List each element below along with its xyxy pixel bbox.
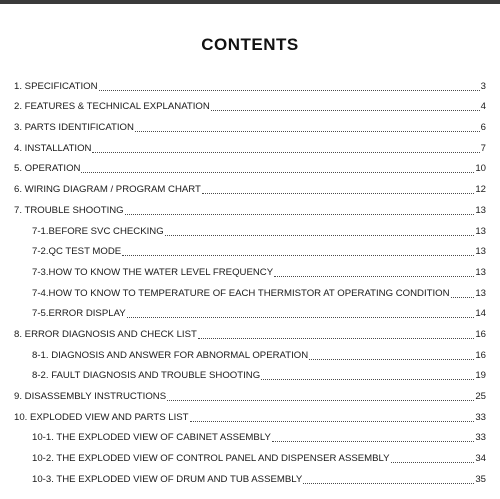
toc-dot-leader [127, 317, 475, 318]
toc-entry-label: 10. EXPLODED VIEW AND PARTS LIST [14, 411, 189, 423]
toc-entry-label: 8. ERROR DIAGNOSIS AND CHECK LIST [14, 328, 197, 340]
toc-entry-label: 6. WIRING DIAGRAM / PROGRAM CHART [14, 184, 201, 196]
toc-entry-page-number: 10 [475, 163, 486, 175]
toc-entry-label: 4. INSTALLATION [14, 142, 92, 154]
toc-entry-label: 10-2. THE EXPLODED VIEW OF CONTROL PANEL AND DISPENSER ASSEMBLY [32, 453, 390, 465]
toc-entry[interactable] [14, 302, 486, 323]
table-of-contents [14, 74, 486, 488]
toc-dot-leader [125, 214, 475, 215]
toc-dot-leader [92, 152, 479, 153]
toc-dot-leader [202, 193, 474, 194]
toc-entry[interactable] [14, 157, 486, 178]
toc-entry[interactable] [14, 198, 486, 219]
toc-dot-leader [211, 110, 480, 111]
toc-entry-page-number: 16 [475, 328, 486, 340]
toc-dot-leader [272, 441, 474, 442]
toc-entry-page-number: 13 [475, 204, 486, 216]
toc-entry-page-number: 14 [475, 308, 486, 320]
toc-entry[interactable] [14, 260, 486, 281]
toc-dot-leader [274, 276, 474, 277]
toc-entry-page-number: 13 [475, 266, 486, 278]
toc-entry-page-number: 33 [475, 411, 486, 423]
toc-entry[interactable] [14, 426, 486, 447]
toc-entry-label: 10-1. THE EXPLODED VIEW OF CABINET ASSEMBLY [32, 432, 271, 444]
toc-dot-leader [135, 131, 480, 132]
toc-entry[interactable] [14, 136, 486, 157]
toc-entry-page-number: 13 [475, 287, 486, 299]
toc-entry[interactable] [14, 177, 486, 198]
toc-entry[interactable] [14, 446, 486, 467]
toc-dot-leader [99, 90, 480, 91]
toc-entry[interactable] [14, 240, 486, 261]
toc-entry[interactable] [14, 219, 486, 240]
toc-entry-page-number: 34 [475, 453, 486, 465]
toc-dot-leader [391, 462, 475, 463]
toc-entry-label: 3. PARTS IDENTIFICATION [14, 122, 134, 134]
toc-entry-page-number: 25 [475, 391, 486, 402]
toc-dot-leader [261, 379, 474, 380]
toc-entry-page-number: 7 [480, 142, 486, 154]
toc-entry-page-number: 19 [475, 370, 486, 382]
toc-entry[interactable] [14, 115, 486, 136]
toc-dot-leader [81, 172, 474, 173]
toc-entry[interactable] [14, 281, 486, 302]
toc-entry-label: 8-1. DIAGNOSIS AND ANSWER FOR ABNORMAL OPERATION [32, 349, 309, 361]
toc-entry[interactable] [14, 384, 486, 405]
toc-entry-page-number: 3 [480, 80, 486, 92]
toc-entry[interactable] [14, 343, 486, 364]
toc-entry-label: 7-2.QC TEST MODE [32, 246, 122, 258]
toc-entry[interactable] [14, 405, 486, 426]
toc-dot-leader [167, 400, 474, 401]
toc-dot-leader [303, 483, 474, 484]
toc-dot-leader [190, 421, 475, 422]
toc-entry-page-number: 6 [480, 122, 486, 134]
top-rule [0, 0, 500, 4]
toc-entry-label: 9. DISASSEMBLY INSTRUCTIONS [14, 391, 167, 402]
toc-entry-page-number: 35 [475, 473, 486, 485]
toc-entry[interactable] [14, 467, 486, 488]
toc-entry-label: 1. SPECIFICATION [14, 80, 98, 92]
toc-entry[interactable] [14, 322, 486, 343]
toc-dot-leader [122, 255, 474, 256]
toc-entry-label: 7-1.BEFORE SVC CHECKING [32, 225, 164, 237]
page-title: CONTENTS [201, 35, 299, 54]
toc-entry[interactable] [14, 364, 486, 385]
toc-entry-page-number: 13 [475, 225, 486, 237]
toc-entry-page-number: 33 [475, 432, 486, 444]
toc-entry-label: 10-3. THE EXPLODED VIEW OF DRUM AND TUB ASSEMBLY [32, 473, 303, 485]
toc-dot-leader [198, 338, 474, 339]
toc-dot-leader [451, 297, 475, 298]
toc-dot-leader [309, 359, 474, 360]
toc-entry-page-number: 12 [475, 184, 486, 196]
toc-entry-label: 7-3.HOW TO KNOW THE WATER LEVEL FREQUENCY [32, 266, 274, 278]
toc-entry[interactable] [14, 95, 486, 116]
toc-entry-page-number: 13 [475, 246, 486, 258]
toc-entry-label: 7-5.ERROR DISPLAY [32, 308, 126, 320]
toc-entry-page-number: 4 [480, 101, 486, 113]
toc-entry-label: 2. FEATURES & TECHNICAL EXPLANATION [14, 101, 210, 113]
toc-entry-label: 5. OPERATION [14, 163, 81, 175]
toc-entry-label: 7-4.HOW TO KNOW TO TEMPERATURE OF EACH THERMISTOR AT OPERATING CONDITION [32, 287, 450, 299]
toc-entry-label: 8-2. FAULT DIAGNOSIS AND TROUBLE SHOOTING [32, 370, 261, 382]
toc-entry[interactable] [14, 74, 486, 95]
toc-dot-leader [165, 235, 475, 236]
toc-entry-page-number: 16 [475, 349, 486, 361]
toc-entry-label: 7. TROUBLE SHOOTING [14, 204, 124, 216]
